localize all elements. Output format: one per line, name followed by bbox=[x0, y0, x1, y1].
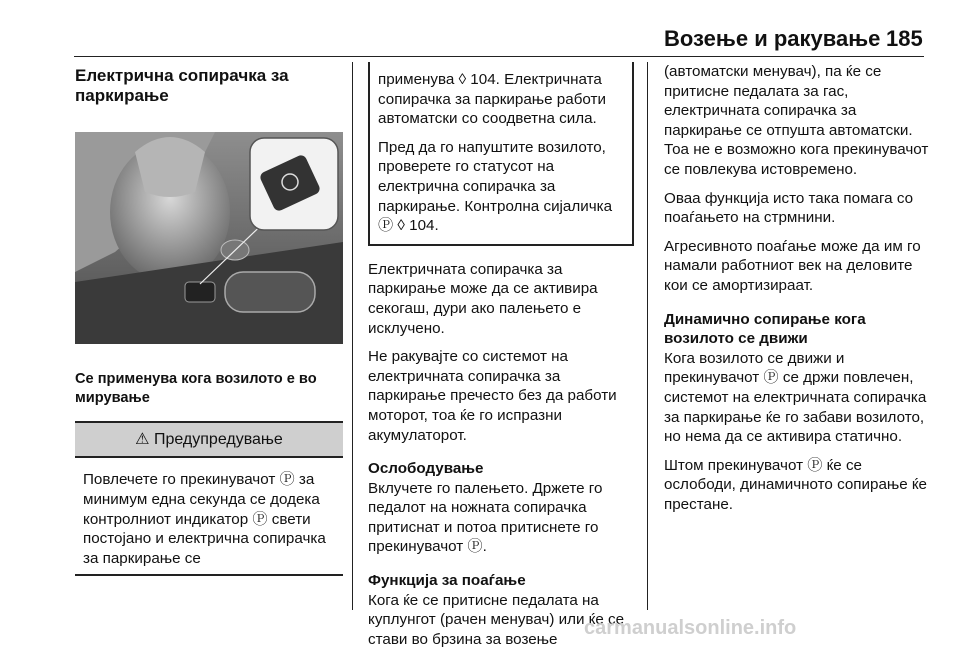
column-divider bbox=[647, 62, 648, 610]
warning-continued-text-2: Пред да го напуштите возилото, проверете го статусот на електрична сопирачка за паркирање. Контролна сијаличка Ⓟ ◊ 104. bbox=[378, 138, 613, 235]
warning-triangle-icon: ⚠ bbox=[135, 430, 150, 448]
warning-box-continued bbox=[368, 62, 634, 246]
warning-header bbox=[75, 423, 343, 459]
watermark: carmanualsonline.info bbox=[584, 617, 797, 639]
column-2 bbox=[368, 62, 634, 658]
paragraph: (автоматски менувач), па ќе се притисне педалата за гас, електричната сопирачка за паркирање се отпушта автоматски. Тоа не е возможно кога прекинувачот се повлекува истовремено. bbox=[664, 63, 929, 178]
subheading-release: Ослободување bbox=[368, 460, 484, 478]
paragraph: Оваа функција исто така помага со поаѓањето на стрмнини. bbox=[664, 189, 914, 227]
paragraph: Кога возилото се движи и прекинувачот Ⓟ се држи повлечен, системот на електричната сопирачка за паркирање ќе го забави возилото, но нема да се активира статично. bbox=[664, 349, 927, 446]
paragraph: Вклучете го палењето. Држете го педалот на ножната сопирачка притиснат и потоа притиснете го прекинувачот Ⓟ. bbox=[368, 479, 603, 556]
column-3 bbox=[664, 62, 930, 523]
column-1 bbox=[75, 62, 343, 576]
warning-continued-text: применува ◊ 104. Електричната сопирачка за паркирање работи автоматски со соодветна сила. bbox=[378, 71, 606, 128]
running-header: Возење и ракување bbox=[664, 26, 881, 51]
paragraph: Агресивното поаѓање може да им го намали работниот век на деловите кои се амортизираат. bbox=[664, 237, 921, 294]
warning-text: Повлечете го прекинувачот Ⓟ за минимум една секунда се додека контролниот индикатор Ⓟ свети постојано и електрична сопирачка за паркирање се bbox=[83, 471, 326, 567]
parking-brake-photo bbox=[75, 132, 343, 344]
page-number: 185 bbox=[886, 26, 923, 51]
subheading-dynamic-braking: Динамично сопирање кога возилото се движи bbox=[664, 310, 866, 348]
warning-box bbox=[75, 421, 343, 577]
column-divider bbox=[352, 62, 353, 610]
image-caption: Се применува кога возилото е во мирување bbox=[75, 370, 317, 407]
section-title: Електрична сопирачка за паркирање bbox=[75, 66, 289, 105]
paragraph: Не ракувајте со системот на електричната сопирачка за паркирање пречесто без да работи моторот, тоа ќе го испразни акумулаторот. bbox=[368, 348, 617, 444]
warning-title: Предупредување bbox=[153, 430, 283, 448]
paragraph: Штом прекинувачот Ⓟ ќе се ослободи, динамичното сопирање ќе престане. bbox=[664, 456, 927, 513]
paragraph: Електричната сопирачка за паркирање може да се активира секогаш, дури ако палењето е исклучено. bbox=[368, 260, 598, 337]
subheading-drive-away: Функција за поаѓање bbox=[368, 572, 526, 590]
header-rule bbox=[74, 56, 924, 57]
paragraph: Кога ќе се притисне педалата на куплунгот (рачен менувач) или ќе се стави во брзина за возење bbox=[368, 591, 625, 648]
